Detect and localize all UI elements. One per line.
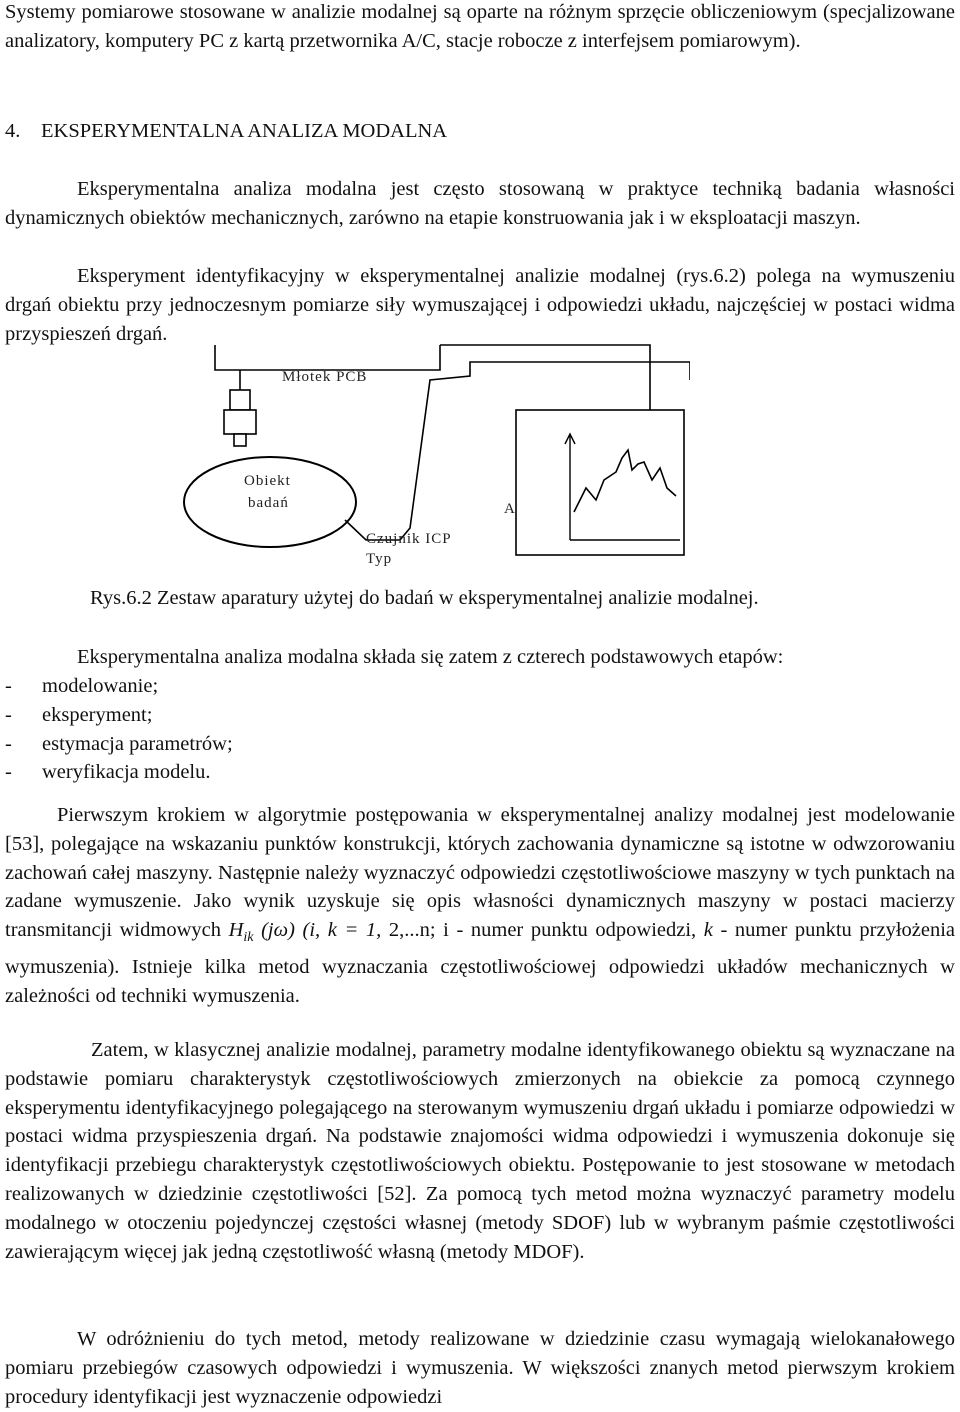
list-item-text: eksperyment; [42,703,153,726]
symbol-H: H [228,919,244,942]
hammer-label: Młotek PCB [282,369,368,385]
section-title: EKSPERYMENTALNA ANALIZA MODALNA [41,120,448,142]
hammer-head [230,390,250,410]
sensor-label-line-2: Typ [366,551,393,567]
object-label-line-2: badań [248,495,289,511]
paragraph-4-part-a: Pierwszym krokiem w algorytmie postępowania w eksperymentalnej analizy modalnej jest modelowanie [53], polegające na wskazaniu punktów konstrukcji, których zachowania dynamiczne są istotne w odwzorowaniu zachowań całej maszyny. Następnie należy wyznaczyć odpowiedzi częstotliwościowe maszyny w tych punktach na zadane wymuszenie. Jako wynik uzyskuje się opis własności dynamicznych maszyny w postaci macierzy transmitancji widmowych [5,804,955,942]
paragraph-5: Zatem, w klasycznej analizie modalnej, parametry modalne identyfikowanego obiektu są wyznaczane na podstawie pomiaru charakterystyk częstotliwościowych zmierzonych na obiekcie za pomocą czynnego eksperymentu identyfikacyjnego polegającego na sterowanym wymuszeniu drgań układu i pomiarze odpowiedzi w postaci widma przyspieszenia drgań. Na podstawie znajomości widma odpowiedzi i wymuszenia dokonuje się identyfikacji przebiegu charakterystyk częstotliwościowych obiektu. Postępowanie to jest stosowane w metodach realizowanych w dziedzinie częstotliwości [52]. Za pomocą tych metod można wyznaczyć parametry modelu modalnego w otoczeniu pojedynczej częstości własnej (metody SDOF) lub w wybranym paśmie częstotliwości zawierającym więcej jak jedną częstotliwość własną (metody MDOF). [5,1039,955,1263]
sensor-label-line-1: Czujnik ICP [366,531,452,547]
hammer-body [224,410,256,434]
list-dash: - [5,761,12,784]
list-item-text: weryfikacja modelu. [42,761,211,784]
paragraph-4-part-b: 2,...n; i - numer punktu odpowiedzi, [381,919,704,942]
list-dash: - [5,703,12,726]
list-item-text: estymacja parametrów; [42,732,233,755]
hammer-tip [234,434,246,446]
hammer-outline [215,345,440,370]
list-item [5,730,233,759]
list-item [5,672,233,701]
stages-list [5,672,233,787]
analyzer-box [516,410,684,555]
paragraph-2: Eksperyment identyfikacyjny w eksperymentalnej analizie modalnej (rys.6.2) polega na wymuszeniu drgań obiektu przy jednoczesnym pomiarze siły wymuszającej i odpowiedzi układu, najczęściej w postaci widma przyspieszeń drgań. [5,265,955,345]
paragraph-4 [5,801,955,1011]
measurement-setup-figure [170,340,690,580]
section-heading [5,117,447,146]
list-item-text: modelowanie; [42,675,159,697]
symbol-ik: ik [243,930,254,946]
symbol-argument: (jω) (i, k = 1, [261,919,382,942]
analyzer-label: A [504,501,515,517]
symbol-k: k [703,919,713,942]
list-item [5,701,233,730]
intro-paragraph: Systemy pomiarowe stosowane w analizie modalnej są oparte na różnym sprzęcie obliczeniowym (specjalizowane analizatory, komputery PC z kartą przetwornika A/C, stacje robocze z interfejsem pomiarowym). [5,1,955,52]
section-number: 4. [5,120,21,142]
list-dash: - [5,732,12,755]
paragraph-6: W odróżnieniu do tych metod, metody realizowane w dziedzinie czasu wymagają wielokanałowego pomiaru przebiegów czasowych odpowiedzi i wymuszenia. W większości znanych metod pierwszym krokiem procedury identyfikacji jest wyznaczenie odpowiedzi [5,1328,955,1408]
paragraph-1: Eksperymentalna analiza modalna jest często stosowaną w praktyce techniką badania własności dynamicznych obiektów mechanicznych, zarówno na etapie konstruowania jak i w eksploatacji maszyn. [5,178,955,229]
list-dash: - [5,675,12,697]
list-item [5,758,233,787]
object-label-line-1: Obiekt [244,473,291,489]
figure-caption: Rys.6.2 Zestaw aparatury użytej do badań w eksperymentalnej analizie modalnej. [90,587,759,609]
paragraph-4-part-c: - numer punktu przyłożenia wymuszenia). Istnieje kilka metod wyznaczania częstotliwościowej odpowiedzi układów mechanicznych w zależności od techniki wymuszenia. [5,919,956,1007]
paragraph-3: Eksperymentalna analiza modalna składa się zatem z czterech podstawowych etapów: [77,646,784,668]
